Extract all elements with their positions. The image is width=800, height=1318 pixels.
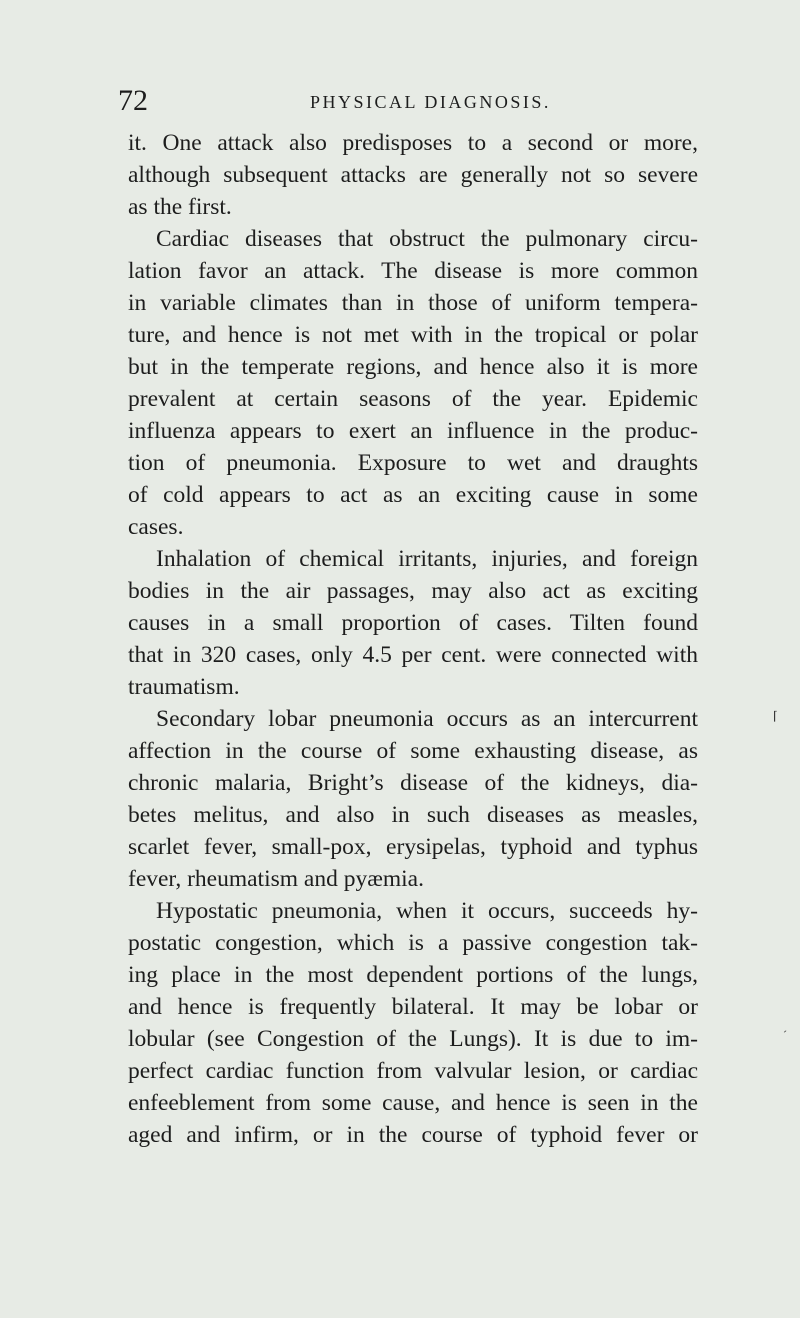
text-line: scarlet fever, small-pox, erysipelas, typhoid and typhus <box>128 834 698 860</box>
text-line: but in the temperate regions, and hence also it is more <box>128 354 698 380</box>
page-number: 72 <box>118 84 148 117</box>
text-line: that in 320 cases, only 4.5 per cent. were connected with <box>128 642 698 668</box>
text-line: cases. <box>128 514 184 540</box>
text-line: ture, and hence is not met with in the tropical or polar <box>128 322 698 348</box>
text-line: fever, rheumatism and pyæmia. <box>128 866 424 892</box>
text-line: ing place in the most dependent portions of the lungs, <box>128 962 698 988</box>
text-line: postatic congestion, which is a passive congestion tak- <box>128 930 698 956</box>
text-line: influenza appears to exert an influence in the produc- <box>128 418 698 444</box>
text-line: chronic malaria, Bright’s disease of the kidneys, dia- <box>128 770 698 796</box>
text-line: aged and infirm, or in the course of typhoid fever or <box>128 1122 698 1148</box>
text-line: tion of pneumonia. Exposure to wet and draughts <box>128 450 698 476</box>
text-line: lobular (see Congestion of the Lungs). It is due to im- <box>128 1026 698 1052</box>
text-line: prevalent at certain seasons of the year. Epidemic <box>128 386 698 412</box>
margin-mark: ⌈ <box>773 709 778 723</box>
running-head-title: PHYSICAL DIAGNOSIS. <box>310 92 551 112</box>
text-line: it. One attack also predisposes to a second or more, <box>128 130 698 156</box>
text-line: perfect cardiac function from valvular lesion, or cardiac <box>128 1058 698 1084</box>
text-line: causes in a small proportion of cases. Tilten found <box>128 610 698 636</box>
margin-mark: ´ <box>783 1028 787 1042</box>
paragraph-start-line: Cardiac diseases that obstruct the pulmonary circu- <box>156 226 698 252</box>
text-line: traumatism. <box>128 674 240 700</box>
paragraph-start-line: Hypostatic pneumonia, when it occurs, succeeds hy- <box>156 898 698 924</box>
text-line: although subsequent attacks are generally not so severe <box>128 162 698 188</box>
running-head <box>118 86 698 116</box>
text-line: lation favor an attack. The disease is more common <box>128 258 698 284</box>
text-line: in variable climates than in those of uniform tempera- <box>128 290 698 316</box>
paragraph-start-line: Inhalation of chemical irritants, injuries, and foreign <box>156 546 698 572</box>
text-line: of cold appears to act as an exciting cause in some <box>128 482 698 508</box>
paragraph-start-line: Secondary lobar pneumonia occurs as an intercurrent <box>156 706 698 732</box>
text-line: affection in the course of some exhausting disease, as <box>128 738 698 764</box>
text-line: enfeeblement from some cause, and hence is seen in the <box>128 1090 698 1116</box>
text-line: as the first. <box>128 194 232 220</box>
text-line: betes melitus, and also in such diseases as measles, <box>128 802 698 828</box>
text-line: bodies in the air passages, may also act as exciting <box>128 578 698 604</box>
text-line: and hence is frequently bilateral. It may be lobar or <box>128 994 698 1020</box>
